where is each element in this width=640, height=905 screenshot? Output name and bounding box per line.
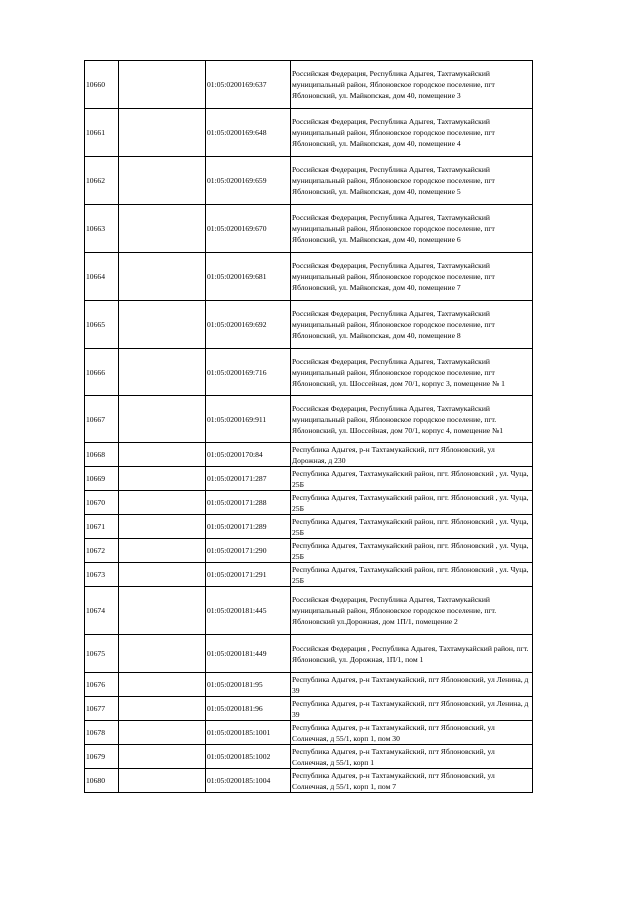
- empty-cell: [119, 697, 206, 721]
- table-row: [85, 396, 533, 443]
- table-row: [85, 769, 533, 793]
- cadastral-number-cell: 01:05:0200169:911: [206, 396, 291, 443]
- row-number-cell: 10669: [85, 467, 119, 491]
- empty-cell: [119, 349, 206, 396]
- address-cell: Республика Адыгея, Тахтамукайский район, пгт. Яблоновский , ул. Чуца, 25Б: [291, 467, 533, 491]
- row-number-cell: 10670: [85, 491, 119, 515]
- empty-cell: [119, 673, 206, 697]
- row-number-cell: 10666: [85, 349, 119, 396]
- cadastral-number-cell: 01:05:0200169:716: [206, 349, 291, 396]
- address-cell: Российская Федерация, Республика Адыгея, Тахтамукайский муниципальный район, Яблоновское городское поселение, пгт Яблоновский, ул. Майкопская, дом 40, помещение 7: [291, 253, 533, 301]
- row-number-cell: 10671: [85, 515, 119, 539]
- table-row: [85, 745, 533, 769]
- row-number-cell: 10676: [85, 673, 119, 697]
- cadastral-number-cell: 01:05:0200181:445: [206, 587, 291, 635]
- table-row: [85, 205, 533, 253]
- empty-cell: [119, 563, 206, 587]
- address-cell: Российская Федерация, Республика Адыгея, Тахтамукайский муниципальный район, Яблоновское городское поселение, пгт Яблоновский, ул. Майкопская, дом 40, помещение 8: [291, 301, 533, 349]
- row-number-cell: 10680: [85, 769, 119, 793]
- cadastral-number-cell: 01:05:0200171:289: [206, 515, 291, 539]
- empty-cell: [119, 396, 206, 443]
- row-number-cell: 10664: [85, 253, 119, 301]
- cadastral-number-cell: 01:05:0200185:1004: [206, 769, 291, 793]
- empty-cell: [119, 769, 206, 793]
- cadastral-number-cell: 01:05:0200185:1002: [206, 745, 291, 769]
- address-cell: Российская Федерация, Республика Адыгея, Тахтамукайский муниципальный район, Яблоновское городское поселение, пгт. Яблоновский ул.Дорожная, дом 1П/1, помещение 2: [291, 587, 533, 635]
- empty-cell: [119, 301, 206, 349]
- empty-cell: [119, 61, 206, 109]
- address-cell: Российская Федерация, Республика Адыгея, Тахтамукайский муниципальный район, Яблоновское городское поселение, пгт. Яблоновский, ул. Шоссейная, дом 70/1, корпус 4, помещение №1: [291, 396, 533, 443]
- table-row: [85, 109, 533, 157]
- cadastral-number-cell: 01:05:0200171:290: [206, 539, 291, 563]
- empty-cell: [119, 467, 206, 491]
- address-cell: Республика Адыгея, р-н Тахтамукайский, пгт Яблоновский, ул Солнечная, д 55/1, корп 1, пом 30: [291, 721, 533, 745]
- table-row: [85, 491, 533, 515]
- row-number-cell: 10678: [85, 721, 119, 745]
- empty-cell: [119, 253, 206, 301]
- row-number-cell: 10668: [85, 443, 119, 467]
- row-number-cell: 10663: [85, 205, 119, 253]
- address-cell: Российская Федерация, Республика Адыгея, Тахтамукайский муниципальный район, Яблоновское городское поселение, пгт Яблоновский, ул. Майкопская, дом 40, помещение 3: [291, 61, 533, 109]
- table-row: [85, 253, 533, 301]
- cadastral-number-cell: 01:05:0200171:288: [206, 491, 291, 515]
- empty-cell: [119, 515, 206, 539]
- row-number-cell: 10662: [85, 157, 119, 205]
- address-cell: Российская Федерация , Республика Адыгея, Тахтамукайский район, пгт. Яблоновский, ул. Дорожная, 1П/1, пом 1: [291, 635, 533, 673]
- row-number-cell: 10674: [85, 587, 119, 635]
- cadastral-number-cell: 01:05:0200181:95: [206, 673, 291, 697]
- row-number-cell: 10665: [85, 301, 119, 349]
- empty-cell: [119, 635, 206, 673]
- table-row: [85, 563, 533, 587]
- registry-table: [84, 60, 533, 793]
- table-row: [85, 587, 533, 635]
- table-row: [85, 61, 533, 109]
- table-row: [85, 697, 533, 721]
- empty-cell: [119, 539, 206, 563]
- address-cell: Российская Федерация, Республика Адыгея, Тахтамукайский муниципальный район, Яблоновское городское поселение, пгт Яблоновский, ул. Майкопская, дом 40, помещение 4: [291, 109, 533, 157]
- row-number-cell: 10667: [85, 396, 119, 443]
- cadastral-number-cell: 01:05:0200171:287: [206, 467, 291, 491]
- row-number-cell: 10677: [85, 697, 119, 721]
- row-number-cell: 10675: [85, 635, 119, 673]
- table-row: [85, 721, 533, 745]
- row-number-cell: 10660: [85, 61, 119, 109]
- empty-cell: [119, 109, 206, 157]
- empty-cell: [119, 491, 206, 515]
- address-cell: Республика Адыгея, р-н Тахтамукайский, пгт Яблоновский, ул Дорожная, д 230: [291, 443, 533, 467]
- cadastral-number-cell: 01:05:0200169:670: [206, 205, 291, 253]
- address-cell: Республика Адыгея, Тахтамукайский район, пгт. Яблоновский , ул. Чуца, 25Б: [291, 563, 533, 587]
- cadastral-number-cell: 01:05:0200170:84: [206, 443, 291, 467]
- empty-cell: [119, 745, 206, 769]
- empty-cell: [119, 721, 206, 745]
- address-cell: Республика Адыгея, р-н Тахтамукайский, пгт Яблоновский, ул Солнечная, д 55/1, корп 1, пом 7: [291, 769, 533, 793]
- cadastral-number-cell: 01:05:0200169:681: [206, 253, 291, 301]
- row-number-cell: 10673: [85, 563, 119, 587]
- table-row: [85, 539, 533, 563]
- table-row: [85, 301, 533, 349]
- address-cell: Республика Адыгея, Тахтамукайский район, пгт. Яблоновский , ул. Чуца, 25Б: [291, 539, 533, 563]
- empty-cell: [119, 443, 206, 467]
- empty-cell: [119, 587, 206, 635]
- row-number-cell: 10679: [85, 745, 119, 769]
- address-cell: Российская Федерация, Республика Адыгея, Тахтамукайский муниципальный район, Яблоновское городское поселение, пгт Яблоновский, ул. Майкопская, дом 40, помещение 6: [291, 205, 533, 253]
- table-row: [85, 349, 533, 396]
- cadastral-number-cell: 01:05:0200169:637: [206, 61, 291, 109]
- address-cell: Республика Адыгея, Тахтамукайский район, пгт. Яблоновский , ул. Чуца, 25Б: [291, 491, 533, 515]
- address-cell: Российская Федерация, Республика Адыгея, Тахтамукайский муниципальный район, Яблоновское городское поселение, пгт Яблоновский, ул. Шоссейная, дом 70/1, корпус 3, помещение № 1: [291, 349, 533, 396]
- address-cell: Республика Адыгея, р-н Тахтамукайский, пгт Яблоновский, ул Ленина, д 39: [291, 697, 533, 721]
- table-row: [85, 443, 533, 467]
- address-cell: Российская Федерация, Республика Адыгея, Тахтамукайский муниципальный район, Яблоновское городское поселение, пгт Яблоновский, ул. Майкопская, дом 40, помещение 5: [291, 157, 533, 205]
- row-number-cell: 10661: [85, 109, 119, 157]
- row-number-cell: 10672: [85, 539, 119, 563]
- address-cell: Республика Адыгея, Тахтамукайский район, пгт. Яблоновский , ул. Чуца, 25Б: [291, 515, 533, 539]
- table-row: [85, 635, 533, 673]
- cadastral-number-cell: 01:05:0200169:692: [206, 301, 291, 349]
- address-cell: Республика Адыгея, р-н Тахтамукайский, пгт Яблоновский, ул Солнечная, д 55/1, корп 1: [291, 745, 533, 769]
- cadastral-number-cell: 01:05:0200185:1001: [206, 721, 291, 745]
- address-cell: Республика Адыгея, р-н Тахтамукайский, пгт Яблоновский, ул Ленина, д 39: [291, 673, 533, 697]
- cadastral-number-cell: 01:05:0200181:449: [206, 635, 291, 673]
- table-row: [85, 515, 533, 539]
- cadastral-number-cell: 01:05:0200171:291: [206, 563, 291, 587]
- registry-table-body: [85, 61, 533, 793]
- cadastral-number-cell: 01:05:0200181:96: [206, 697, 291, 721]
- table-row: [85, 467, 533, 491]
- cadastral-number-cell: 01:05:0200169:648: [206, 109, 291, 157]
- empty-cell: [119, 205, 206, 253]
- table-row: [85, 673, 533, 697]
- cadastral-number-cell: 01:05:0200169:659: [206, 157, 291, 205]
- empty-cell: [119, 157, 206, 205]
- table-row: [85, 157, 533, 205]
